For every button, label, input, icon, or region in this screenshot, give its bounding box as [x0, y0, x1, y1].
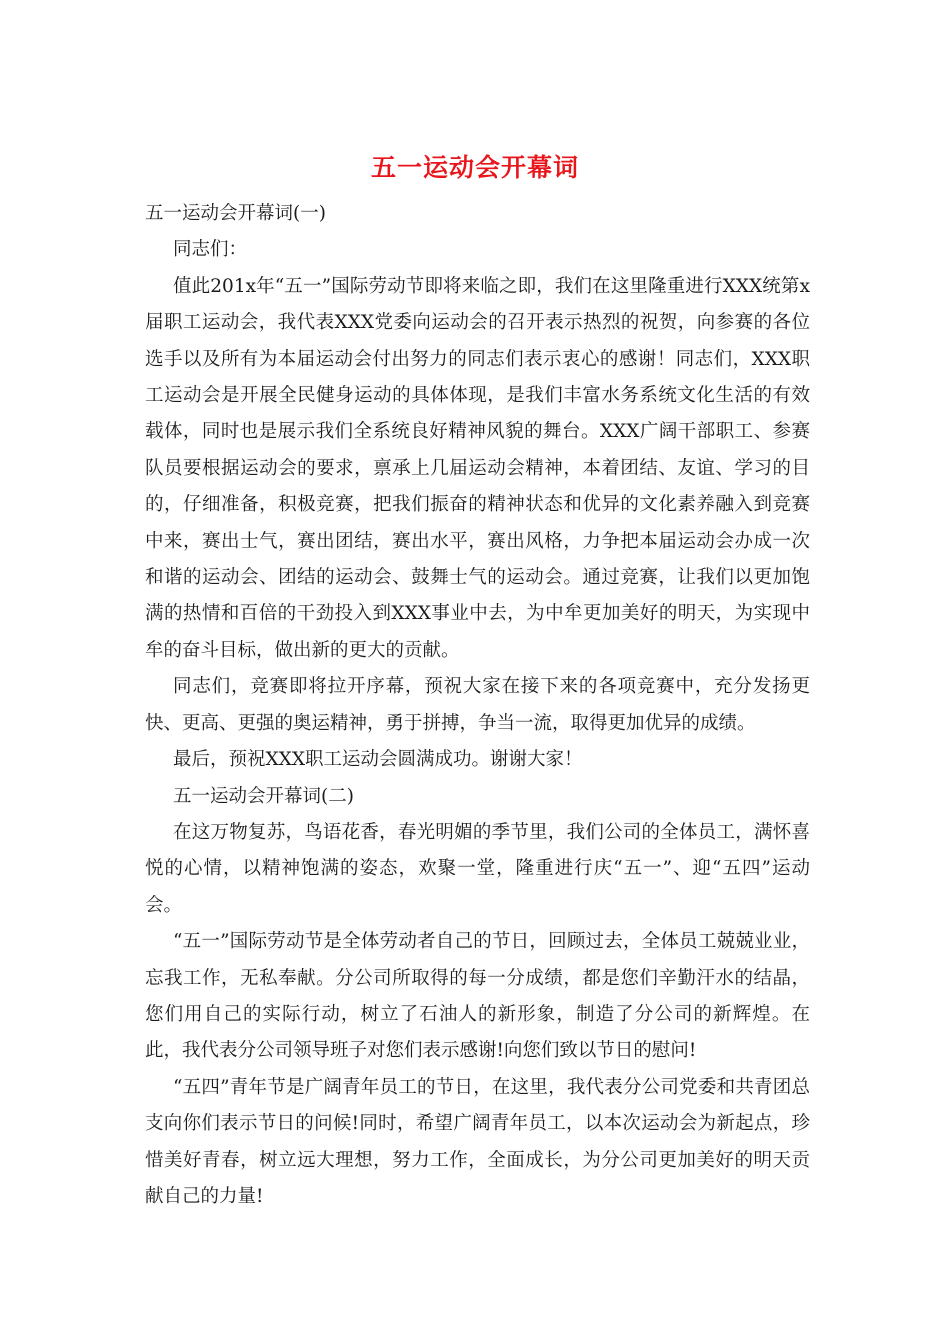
- paragraph: “五一”国际劳动节是全体劳动者自己的节日，回顾过去，全体员工兢兢业业，忘我工作，无私奉献。分公司所取得的每一分成绩，都是您们辛勤汗水的结晶，您们用自己的实际行动，树立了石油人的新形象，制造了分公司的新辉煌。在此，我代表分公司领导班子对您们表示感谢!向您们致以节日的慰问!: [145, 931, 810, 1062]
- document-body: [145, 196, 810, 1215]
- section-heading-1: 五一运动会开幕词(一): [145, 203, 326, 224]
- paragraph: 值此201x年“五一”国际劳动节即将来临之即，我们在这里隆重进行XXX统第x届职工运动会，我代表XXX党委向运动会的召开表示热烈的祝贺，向参赛的各位选手以及所有为本届运动会付出努力的同志们表示衷心的感谢！同志们，XXX职工运动会是开展全民健身运动的具体体现，是我们丰富水务系统文化生活的有效载体，同时也是展示我们全系统良好精神风貌的舞台。XXX广阔干部职工、参赛队员要根据运动会的要求，禀承上几届运动会精神，本着团结、友谊、学习的目的，仔细准备，积极竞赛，把我们振奋的精神状态和优异的文化素养融入到竞赛中来，赛出士气，赛出团结，赛出水平，赛出风格，力争把本届运动会办成一次和谐的运动会、团结的运动会、鼓舞士气的运动会。通过竞赛，让我们以更加饱满的热情和百倍的干劲投入到XXX事业中去，为中牟更加美好的明天，为实现中牟的奋斗目标，做出新的更大的贡献。: [145, 275, 810, 661]
- paragraph: 最后，预祝XXX职工运动会圆满成功。谢谢大家！: [173, 749, 583, 771]
- paragraph: 在这万物复苏，鸟语花香，春光明媚的季节里，我们公司的全体员工，满怀喜悦的心情，以精神饱满的姿态，欢聚一堂，隆重进行庆“五一”、迎“五四”运动会。: [145, 821, 810, 916]
- paragraph: “五四”青年节是广阔青年员工的节日，在这里，我代表分公司党委和共青团总支向你们表示节日的问候!同时，希望广阔青年员工，以本次运动会为新起点，珍惜美好青春，树立远大理想，努力工作，全面成长，为分公司更加美好的明天贡献自己的力量!: [145, 1076, 810, 1207]
- section-heading-2: 五一运动会开幕词(二): [173, 785, 354, 807]
- salutation: 同志们：: [173, 239, 248, 261]
- document-title: 五一运动会开幕词: [370, 153, 579, 182]
- paragraph: 同志们，竞赛即将拉开序幕，预祝大家在接下来的各项竞赛中，充分发扬更快、更高、更强的奥运精神，勇于拼搏，争当一流，取得更加优异的成绩。: [145, 676, 810, 734]
